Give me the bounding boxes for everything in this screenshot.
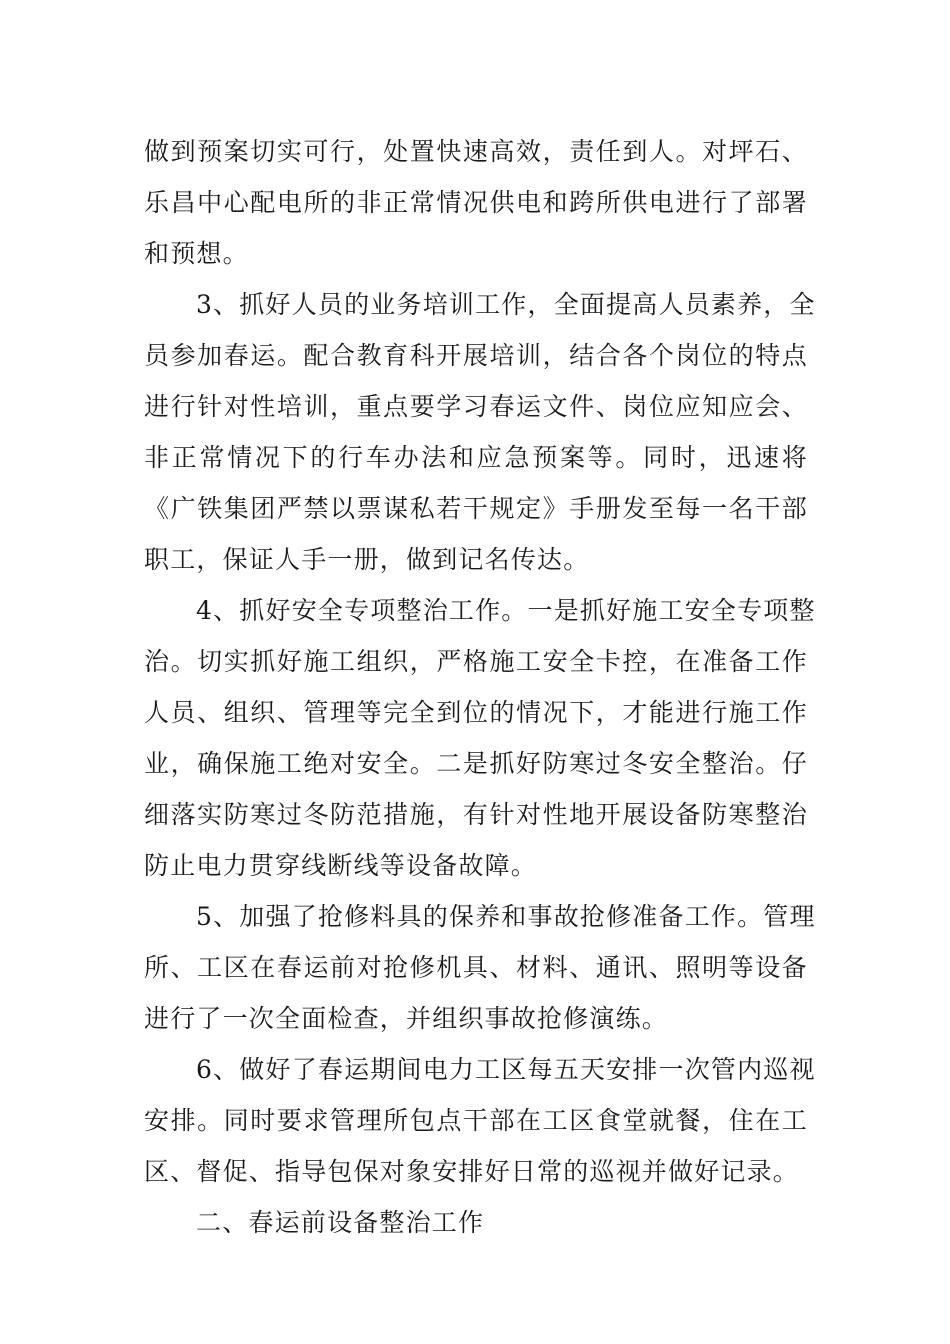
text-line: 细落实防寒过冬防范措施，有针对性地开展设备防寒整治	[144, 800, 808, 829]
text-line: 3、抓好人员的业务培训工作，全面提高人员素养，全	[196, 290, 816, 319]
section-heading	[144, 1197, 808, 1248]
text-line: 安排。同时要求管理所包点干部在工区食堂就餐，住在工	[144, 1106, 808, 1135]
text-line: 治。切实抓好施工组织，严格施工安全卡控，在准备工作	[144, 647, 808, 676]
text-line: 和预想。	[144, 239, 249, 268]
text-line: 进行针对性培训，重点要学习春运文件、岗位应知应会、	[144, 392, 808, 421]
document-body	[144, 126, 816, 1248]
text-line: 4、抓好安全专项整治工作。一是抓好施工安全专项整	[196, 596, 816, 625]
text-line: 区、督促、指导包保对象安排好日常的巡视并做好记录。	[144, 1157, 800, 1186]
paragraph-5	[144, 1044, 816, 1197]
text-line: 员参加春运。配合教育科开展培训，结合各个岗位的特点	[144, 341, 808, 370]
text-line: 6、做好了春运期间电力工区每五天安排一次管内巡视	[196, 1055, 816, 1084]
section-heading-text: 二、春运前设备整治工作	[196, 1208, 485, 1237]
text-line: 乐昌中心配电所的非正常情况供电和跨所供电进行了部署	[144, 188, 808, 217]
paragraph-2	[144, 279, 816, 585]
paragraph-3	[144, 585, 816, 891]
text-line: 人员、组织、管理等完全到位的情况下，才能进行施工作	[144, 698, 808, 727]
text-line: 《广铁集团严禁以票谋私若干规定》手册发至每一名干部	[144, 494, 808, 523]
text-line: 做到预案切实可行，处置快速高效，责任到人。对坪石、	[144, 137, 808, 166]
text-line: 非正常情况下的行车办法和应急预案等。同时，迅速将	[144, 443, 808, 472]
text-line: 防止电力贯穿线断线等设备故障。	[144, 851, 538, 880]
text-line: 职工，保证人手一册，做到记名传达。	[144, 545, 590, 574]
text-line: 业，确保施工绝对安全。二是抓好防寒过冬安全整治。仔	[144, 749, 808, 778]
text-line: 所、工区在春运前对抢修机具、材料、通讯、照明等设备	[144, 953, 808, 982]
text-line: 进行了一次全面检查，并组织事故抢修演练。	[144, 1004, 669, 1033]
text-line: 5、加强了抢修料具的保养和事故抢修准备工作。管理	[196, 902, 816, 931]
paragraph-4	[144, 891, 816, 1044]
paragraph-1	[144, 126, 808, 279]
